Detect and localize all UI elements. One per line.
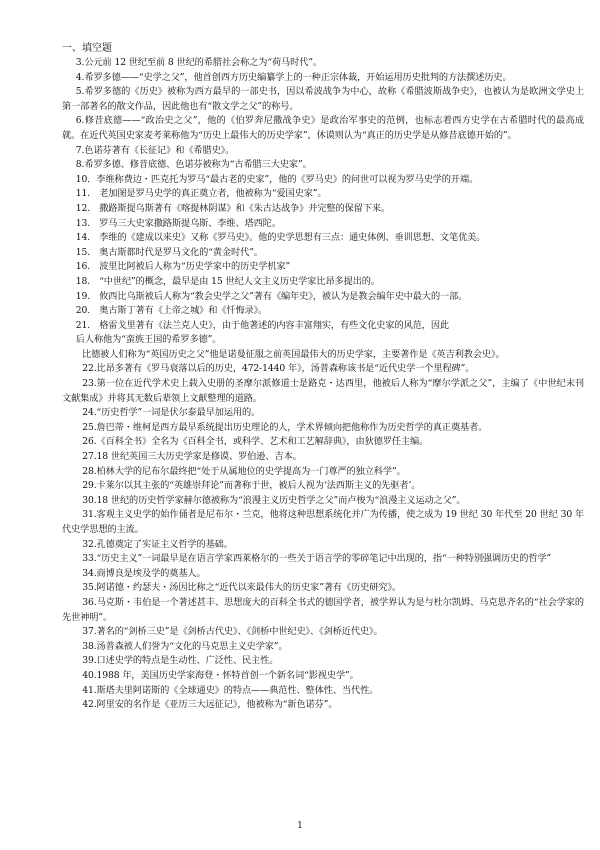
question-item: 29.卡莱尔以其主张的“英雄崇拜论”而著称于世，被后人视为‘法西斯主义的先驱者’。 <box>82 480 421 492</box>
question-item: 13. 罗马三大史家撒路斯提乌斯、李维、塔西陀。 <box>75 217 281 229</box>
question-item: 14. 李维的《建成以来史》又称《罗马史》。他的史学思想有三点：通史体例、垂训思想、文笔优美。 <box>75 232 486 244</box>
question-item: 7.色诺芬著有《长征记》和《希腊史》。 <box>75 144 235 156</box>
question-item: 12. 撒路斯提乌斯著有《喀提林阴谋》和《朱古达战争》并完整的保留下来。 <box>75 202 390 214</box>
question-item: 38.汤普森被人们誉为“文化的马克思主义史学家”。 <box>82 640 288 652</box>
page-number: 1 <box>297 821 303 831</box>
question-item: 21. 格雷戈里著有《法兰克人史》，由于他著述的内容丰富翔实，有些文化史家的风范，因此 <box>75 319 450 331</box>
question-item: 19. 攸西比乌斯被后人称为“教会史学之父”著有《编年史》，被认为是教会编年史中最大的一部。 <box>75 290 468 302</box>
question-item: 26.《百科全书》全名为《百科全书，或科学、艺术和工艺解辞典》，由狄德罗任主编。 <box>82 436 429 448</box>
question-item: 33.“历史主义”一词最早是在语言学家西莱格尔的一些关于语言学的零碎笔记中出现的，指“一种特别强调历史的哲学” <box>82 553 552 565</box>
question-list <box>62 56 584 713</box>
question-item: 24.“历史哲学”一词是伏尔泰最早加运用的。 <box>82 407 261 419</box>
question-item: 20. 奥古斯丁著有《上帝之城》和《忏悔录》。 <box>75 305 268 317</box>
question-item: 39.口述史学的特点是生动性、广泛性、民主性。 <box>82 655 279 667</box>
question-item: 4.希罗多德——“史学之父”，他首创西方历史编纂学上的一种正宗体裁，开始运用历史批判的方法撰述历史。 <box>75 71 512 83</box>
question-item: 6.修昔底德——“政治史之父”，他的《伯罗奔尼撒战争史》是政治军事史的范例，也标志着西方史学在古希腊时代的最高成就。在近代英国史家麦考莱称他为“历史上最伟大的历史学家”，休谟则认为“真正的历史学是从修昔底德开始的”。 <box>62 115 584 141</box>
question-item: 11. 老加图是罗马史学的真正奠立者，他被称为“爱国史家”。 <box>75 188 327 200</box>
question-item: 3.公元前 12 世纪至前 8 世纪的希腊社会称之为“荷马时代”。 <box>75 57 322 68</box>
question-item: 22.比昂多著有《罗马衰落以后的历史，472-1440 年》，汤普森称该书是“近代史学一个里程碑”。 <box>82 363 475 375</box>
section-title: 一、填空题 <box>62 43 112 54</box>
question-item: 34.商博良是埃及学的奠基人。 <box>82 567 206 579</box>
question-item: 42.阿里安的名作是《亚历三大远征记》，他被称为“新色诺芬”。 <box>82 699 338 711</box>
question-item: 32.孔德奠定了实证主义哲学的基础。 <box>82 538 233 550</box>
question-item: 30.18 世纪的历史哲学家赫尔德被称为“浪漫主义历史哲学之父”而卢梭为“浪漫主义运动之父”。 <box>82 494 466 506</box>
question-item: 8.希罗多德、修昔底德、色诺芬被称为“古希腊三大史家”。 <box>75 159 312 171</box>
question-item: 18. “中世纪”的概念，最早是由 15 世纪人文主义历史学家比昂多提出的。 <box>75 275 380 287</box>
question-item: 35.阿诺德・约瑟夫・汤因比称之“近代以来最伟大的历史家”著有《历史研究》。 <box>82 582 402 594</box>
question-item: 15. 奥古斯都时代是罗马文化的“黄金时代”。 <box>75 246 263 258</box>
question-item: 后人称他为“蛮族王国的希罗多德”。 <box>75 334 222 346</box>
question-item: 5.希罗多德的《历史》被称为西方最早的一部史书，因以希波战争为中心，故称《希腊波斯战争史》，也被认为是欧洲文学史上第一部著名的散文作品，因此他也有“散文学之父”的称号。 <box>62 86 584 112</box>
question-item: 36.马克斯・韦伯是一个著述甚丰、思想庞大的百科全书式的德国学者，被学界认为是与杜尔凯姆、马克思齐名的“社会学家的先世神明”。 <box>62 596 584 623</box>
question-item: 23.第一位在近代学术史上载入史册的圣摩尔派修道士是路克・达西里，他被后人称为“摩尔学派之父”，主编了《中世纪末刊文献集成》并将其无数后辈领上文献整理的道路。 <box>62 378 584 404</box>
question-item: 27.18 世纪英国三大历史学家是修谟、罗伯逊、吉本。 <box>82 451 302 463</box>
question-item: 28.柏林大学的尼布尔最终把“处于从属地位的史学提高为一门尊严的独立科学”。 <box>82 465 406 477</box>
question-item: 37.著名的“剑桥三史”是《剑桥古代史》、《剑桥中世纪史》、《剑桥近代史》。 <box>82 626 383 638</box>
question-item: 16. 波里比阿被后人称为“历史学家中的历史学机家” <box>75 261 291 273</box>
question-item: 10．李维称费边・匹克托为罗马“最古老的史家”，他的《罗马史》的问世可以视为罗马史学的开端。 <box>75 173 479 185</box>
question-item: 25.詹巴蒂・维柯是西方最早系统提出历史理论的人，学术界倾向把他称作为历史哲学的真正奠基者。 <box>82 421 488 433</box>
question-item: 40.1988 年，美国历史学家海登・怀特首创一个新名词“影视史学”。 <box>82 669 359 681</box>
question-item: 31.客观主义史学的始作俑者是尼布尔・兰克，他将这种思想系统化并广为传播，使之成为 19 世纪 30 年代至 20 世纪 30 年代史学思想的主流。 <box>62 509 584 535</box>
question-item: 比德被人们称为“英国历史之父”他是诺曼征服之前英国最伟大的历史学家，主要著作是《英吉利教会史》。 <box>82 348 505 360</box>
question-item: 41.斯塔夫里阿诺斯的《全球通史》的特点——典范性、整体性、当代性。 <box>82 684 379 696</box>
